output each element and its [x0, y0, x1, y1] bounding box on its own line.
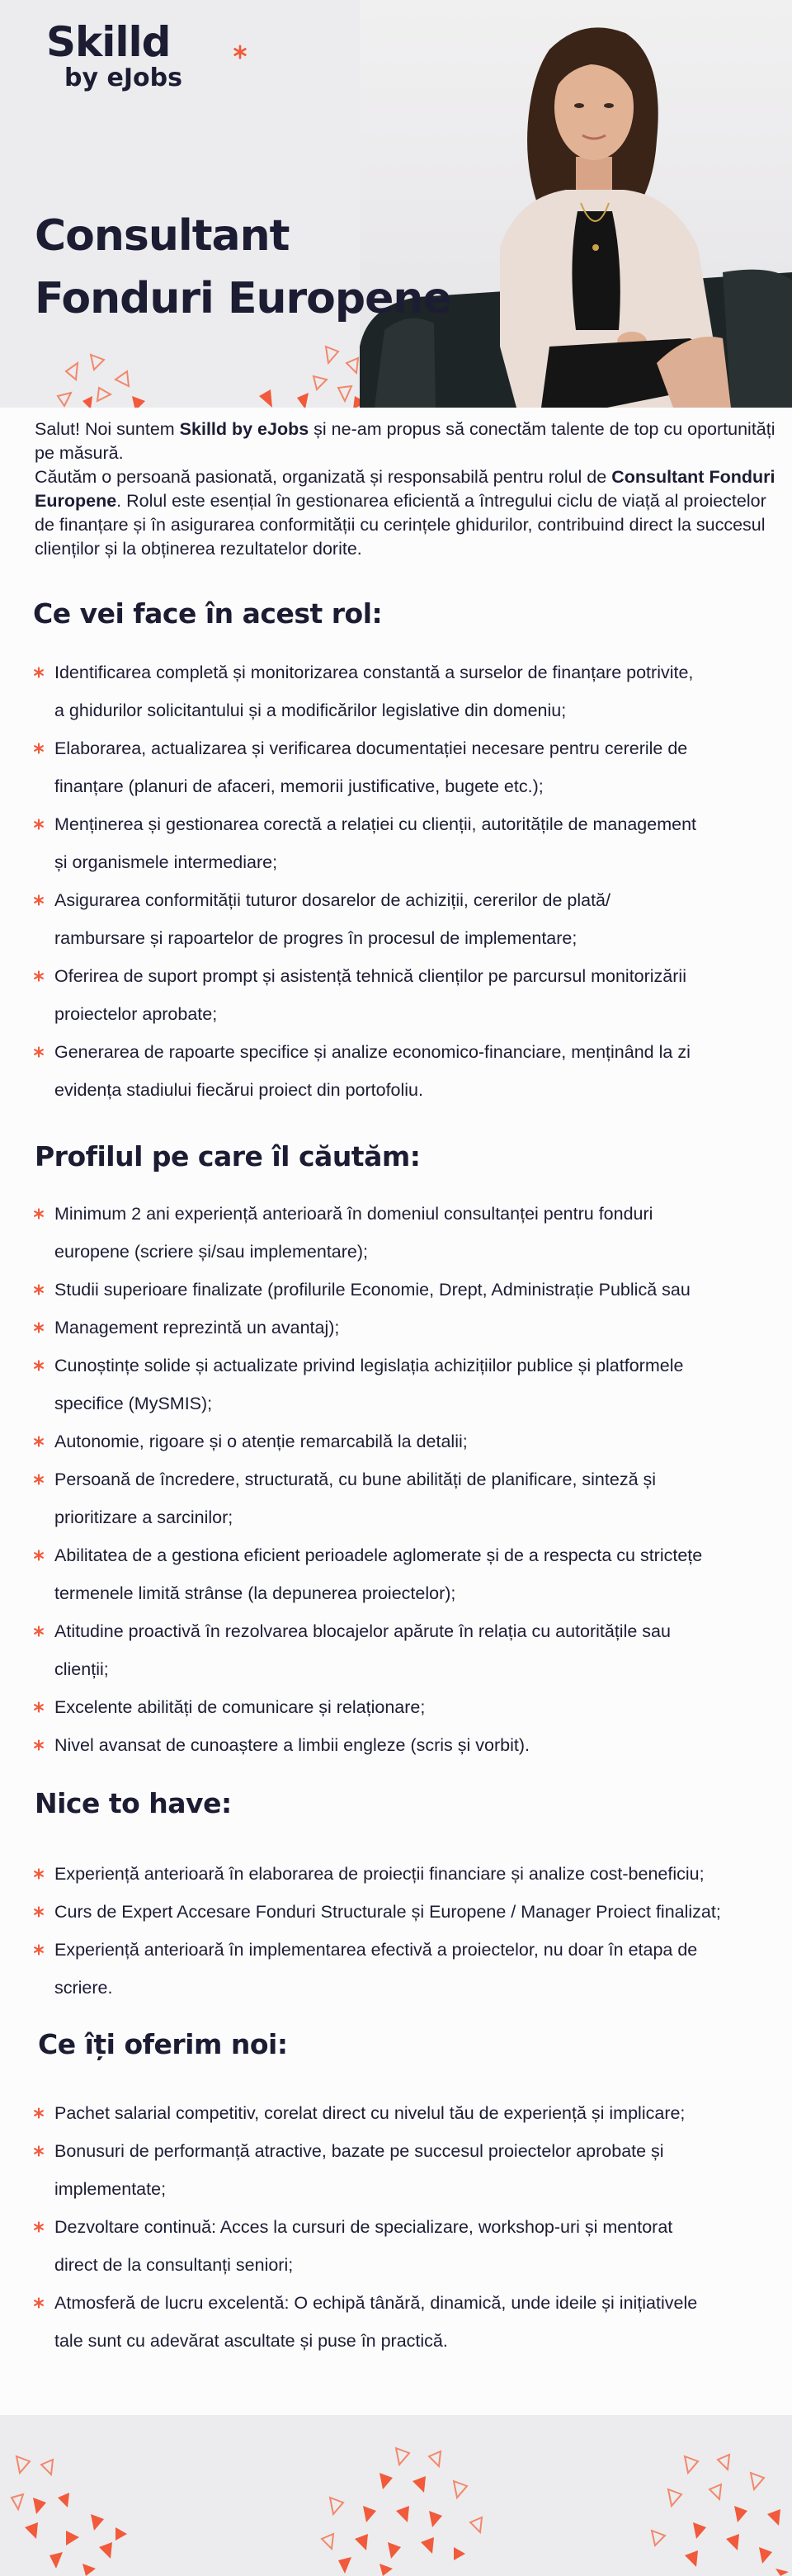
candidate-profile-list	[33, 1195, 780, 1764]
list-item	[33, 881, 780, 957]
list-item	[33, 1347, 780, 1422]
list-item-text-line: Identificarea completă și monitorizarea constantă a surselor de finanțare potrivite,	[54, 663, 694, 682]
asterisk-bullet-icon	[33, 1739, 45, 1751]
asterisk-bullet-icon	[33, 1868, 45, 1880]
hero-banner	[0, 0, 792, 408]
asterisk-bullet-icon	[33, 819, 45, 830]
list-item-text-line: Minimum 2 ani experiență anterioară în domeniul consultanței pentru fonduri	[54, 1204, 653, 1224]
list-item	[33, 1460, 780, 1536]
asterisk-bullet-icon	[33, 1360, 45, 1371]
list-item-text-line: implementate;	[54, 2179, 167, 2199]
asterisk-bullet-icon	[33, 1322, 45, 1333]
list-item-text-line: Atitudine proactivă în rezolvarea blocajelor apărute în relația cu autoritățile sau	[54, 1621, 671, 1641]
asterisk-bullet-icon	[33, 1284, 45, 1295]
asterisk-bullet-icon	[33, 1208, 45, 1220]
section-title-role: Ce vei face în acest rol:	[33, 597, 383, 630]
triangle-pattern-decoration	[0, 2448, 140, 2576]
list-item-text-line: termenele limită strânse (la depunerea proiectelor);	[54, 1583, 456, 1603]
list-item-text-line: Bonusuri de performanță atractive, bazate pe succesul proiectelor aprobate și	[54, 2141, 664, 2161]
list-item-text-line: rambursare și rapoartelor de progres în procesul de implementare;	[54, 928, 578, 948]
asterisk-icon	[233, 45, 248, 59]
skilld-logo	[46, 18, 182, 92]
role-responsibilities-list	[33, 653, 780, 1109]
list-item-text-line: Management reprezintă un avantaj);	[54, 1318, 340, 1338]
logo-sub-text: by eJobs	[64, 64, 182, 92]
logo-main-text: Skilld	[46, 18, 171, 66]
list-item-text-line: Abilitatea de a gestiona eficient perioadele aglomerate și de a respecta cu strictețe	[54, 1545, 703, 1565]
title-line-1: Consultant	[35, 211, 290, 261]
list-item-text-line: Elaborarea, actualizarea și verificarea documentației necesare pentru cererile de	[54, 738, 688, 758]
list-item-text-line: prioritizare a sarcinilor;	[54, 1507, 233, 1527]
asterisk-bullet-icon	[33, 743, 45, 754]
list-item-text-line: și organismele intermediare;	[54, 852, 278, 872]
intro-text-span: și ne-am propus să conectăm talente de top cu oportunități pe măsură.	[35, 419, 776, 463]
intro-paragraph-2	[35, 465, 777, 561]
list-item-text-line: Autonomie, rigoare și o atenție remarcabilă la detalii;	[54, 1432, 468, 1451]
list-item	[33, 1688, 780, 1726]
list-item	[33, 1855, 780, 1893]
triangle-pattern-decoration	[50, 347, 165, 408]
list-item-text-line: Generarea de rapoarte specifice și analize economico-financiare, menținând la zi	[54, 1042, 691, 1062]
asterisk-bullet-icon	[33, 2107, 45, 2119]
asterisk-bullet-icon	[33, 1046, 45, 1058]
asterisk-bullet-icon	[33, 1944, 45, 1956]
list-item-text-line: Atmosferă de lucru excelentă: O echipă tânără, dinamică, unde ideile și inițiativele	[54, 2293, 698, 2313]
list-item-text-line: a ghidurilor solicitantului și a modificărilor legislative din domeniu;	[54, 701, 567, 720]
asterisk-bullet-icon	[33, 1906, 45, 1918]
intro-paragraph-1	[35, 418, 777, 465]
list-item-text-line: Dezvoltare continuă: Acces la cursuri de specializare, workshop-uri și mentorat	[54, 2217, 673, 2237]
asterisk-bullet-icon	[33, 2221, 45, 2233]
list-item	[33, 1195, 780, 1271]
list-item	[33, 1612, 780, 1688]
intro-text-span: . Rolul este esențial în gestionarea eficientă a întregului ciclu de viață al proiectelor de finanțare și în asigurarea conformității cu cerințele ghidurilor, contribuind direct la succesul clienților și la obținerea rezultatelor dorite.	[35, 491, 766, 559]
list-item	[33, 729, 780, 805]
intro-text	[35, 418, 777, 561]
list-item-text-line: Menținerea și gestionarea corectă a relației cu clienții, autoritățile de management	[54, 814, 697, 834]
list-item	[33, 1726, 780, 1764]
triangle-pattern-decoration	[635, 2448, 792, 2576]
intro-text-span: Salut! Noi suntem	[35, 419, 180, 439]
asterisk-bullet-icon	[33, 970, 45, 982]
list-item-text-line: evidența stadiului fiecărui proiect din portofoliu.	[54, 1080, 423, 1100]
list-item-text-line: Experiență anterioară în elaborarea de proiecții financiare și analize cost-beneficiu;	[54, 1864, 705, 1884]
list-item-text-line: clienții;	[54, 1659, 109, 1679]
triangle-pattern-decoration	[248, 338, 371, 408]
section-title-nice: Nice to have:	[35, 1787, 232, 1819]
list-item-text-line: Nivel avansat de cunoaștere a limbii engleze (scris și vorbit).	[54, 1735, 530, 1755]
asterisk-bullet-icon	[33, 667, 45, 678]
list-item-text-line: direct de la consultanți seniori;	[54, 2255, 294, 2275]
asterisk-bullet-icon	[33, 1474, 45, 1485]
list-item-text-line: Curs de Expert Accesare Fonduri Structurale și Europene / Manager Proiect finalizat;	[54, 1902, 721, 1922]
asterisk-bullet-icon	[33, 2145, 45, 2157]
section-title-offer: Ce îți oferim noi:	[38, 2028, 288, 2060]
list-item-text-line: Cunoștințe solide și actualizate privind legislația achizițiilor publice și platformele	[54, 1356, 684, 1375]
page-title	[35, 205, 451, 330]
list-item-text-line: Oferirea de suport prompt și asistență tehnică clienților pe parcursul monitorizării	[54, 966, 686, 986]
benefits-list	[33, 2094, 780, 2360]
asterisk-bullet-icon	[33, 1625, 45, 1637]
list-item	[33, 1033, 780, 1109]
asterisk-bullet-icon	[33, 1701, 45, 1713]
list-item	[33, 2132, 780, 2208]
footer-decoration	[0, 2415, 792, 2576]
list-item-text-line: Studii superioare finalizate (profilurile Economie, Drept, Administrație Publică sau	[54, 1280, 691, 1300]
list-item	[33, 805, 780, 881]
woman-portrait-photo	[360, 0, 792, 408]
intro-text-span: Căutăm o persoană pasionată, organizată și responsabilă pentru rolul de	[35, 467, 612, 487]
list-item-text-line: Pachet salarial competitiv, corelat direct cu nivelul tău de experiență și implicare;	[54, 2103, 686, 2123]
intro-bold-brand: Skilld by eJobs	[179, 419, 309, 439]
list-item	[33, 1536, 780, 1612]
list-item-text-line: finanțare (planuri de afaceri, memorii justificative, bugete etc.);	[54, 776, 544, 796]
title-line-2: Fonduri Europene	[35, 274, 451, 323]
list-item	[33, 2094, 780, 2132]
list-item-text-line: scriere.	[54, 1978, 113, 1998]
list-item-text-line: Asigurarea conformității tuturor dosarelor de achiziții, cererilor de plată/	[54, 890, 610, 910]
list-item-text-line: tale sunt cu adevărat ascultate și puse în practică.	[54, 2331, 448, 2351]
list-item-text-line: specifice (MySMIS);	[54, 1394, 213, 1413]
asterisk-bullet-icon	[33, 894, 45, 906]
list-item	[33, 1309, 780, 1347]
list-item	[33, 2284, 780, 2360]
list-item	[33, 1271, 780, 1309]
list-item	[33, 957, 780, 1033]
asterisk-bullet-icon	[33, 2297, 45, 2309]
list-item	[33, 2208, 780, 2284]
asterisk-bullet-icon	[33, 1550, 45, 1561]
list-item-text-line: Experiență anterioară în implementarea efectivă a proiectelor, nu doar în etapa de	[54, 1940, 698, 1960]
list-item-text-line: Persoană de încredere, structurată, cu bune abilități de planificare, sinteză și	[54, 1470, 657, 1489]
list-item-text-line: proiectelor aprobate;	[54, 1004, 218, 1024]
list-item-text-line: Excelente abilități de comunicare și relaționare;	[54, 1697, 426, 1717]
list-item	[33, 1422, 780, 1460]
list-item	[33, 1931, 780, 2007]
section-title-profile: Profilul pe care îl căutăm:	[35, 1140, 421, 1172]
list-item-text-line: europene (scriere și/sau implementare);	[54, 1242, 368, 1262]
nice-to-have-list	[33, 1855, 780, 2007]
list-item	[33, 1893, 780, 1931]
triangle-pattern-decoration	[305, 2440, 495, 2576]
intro-bold-role: Consultant Fonduri Europene	[35, 467, 776, 511]
list-item	[33, 653, 780, 729]
asterisk-bullet-icon	[33, 1436, 45, 1447]
